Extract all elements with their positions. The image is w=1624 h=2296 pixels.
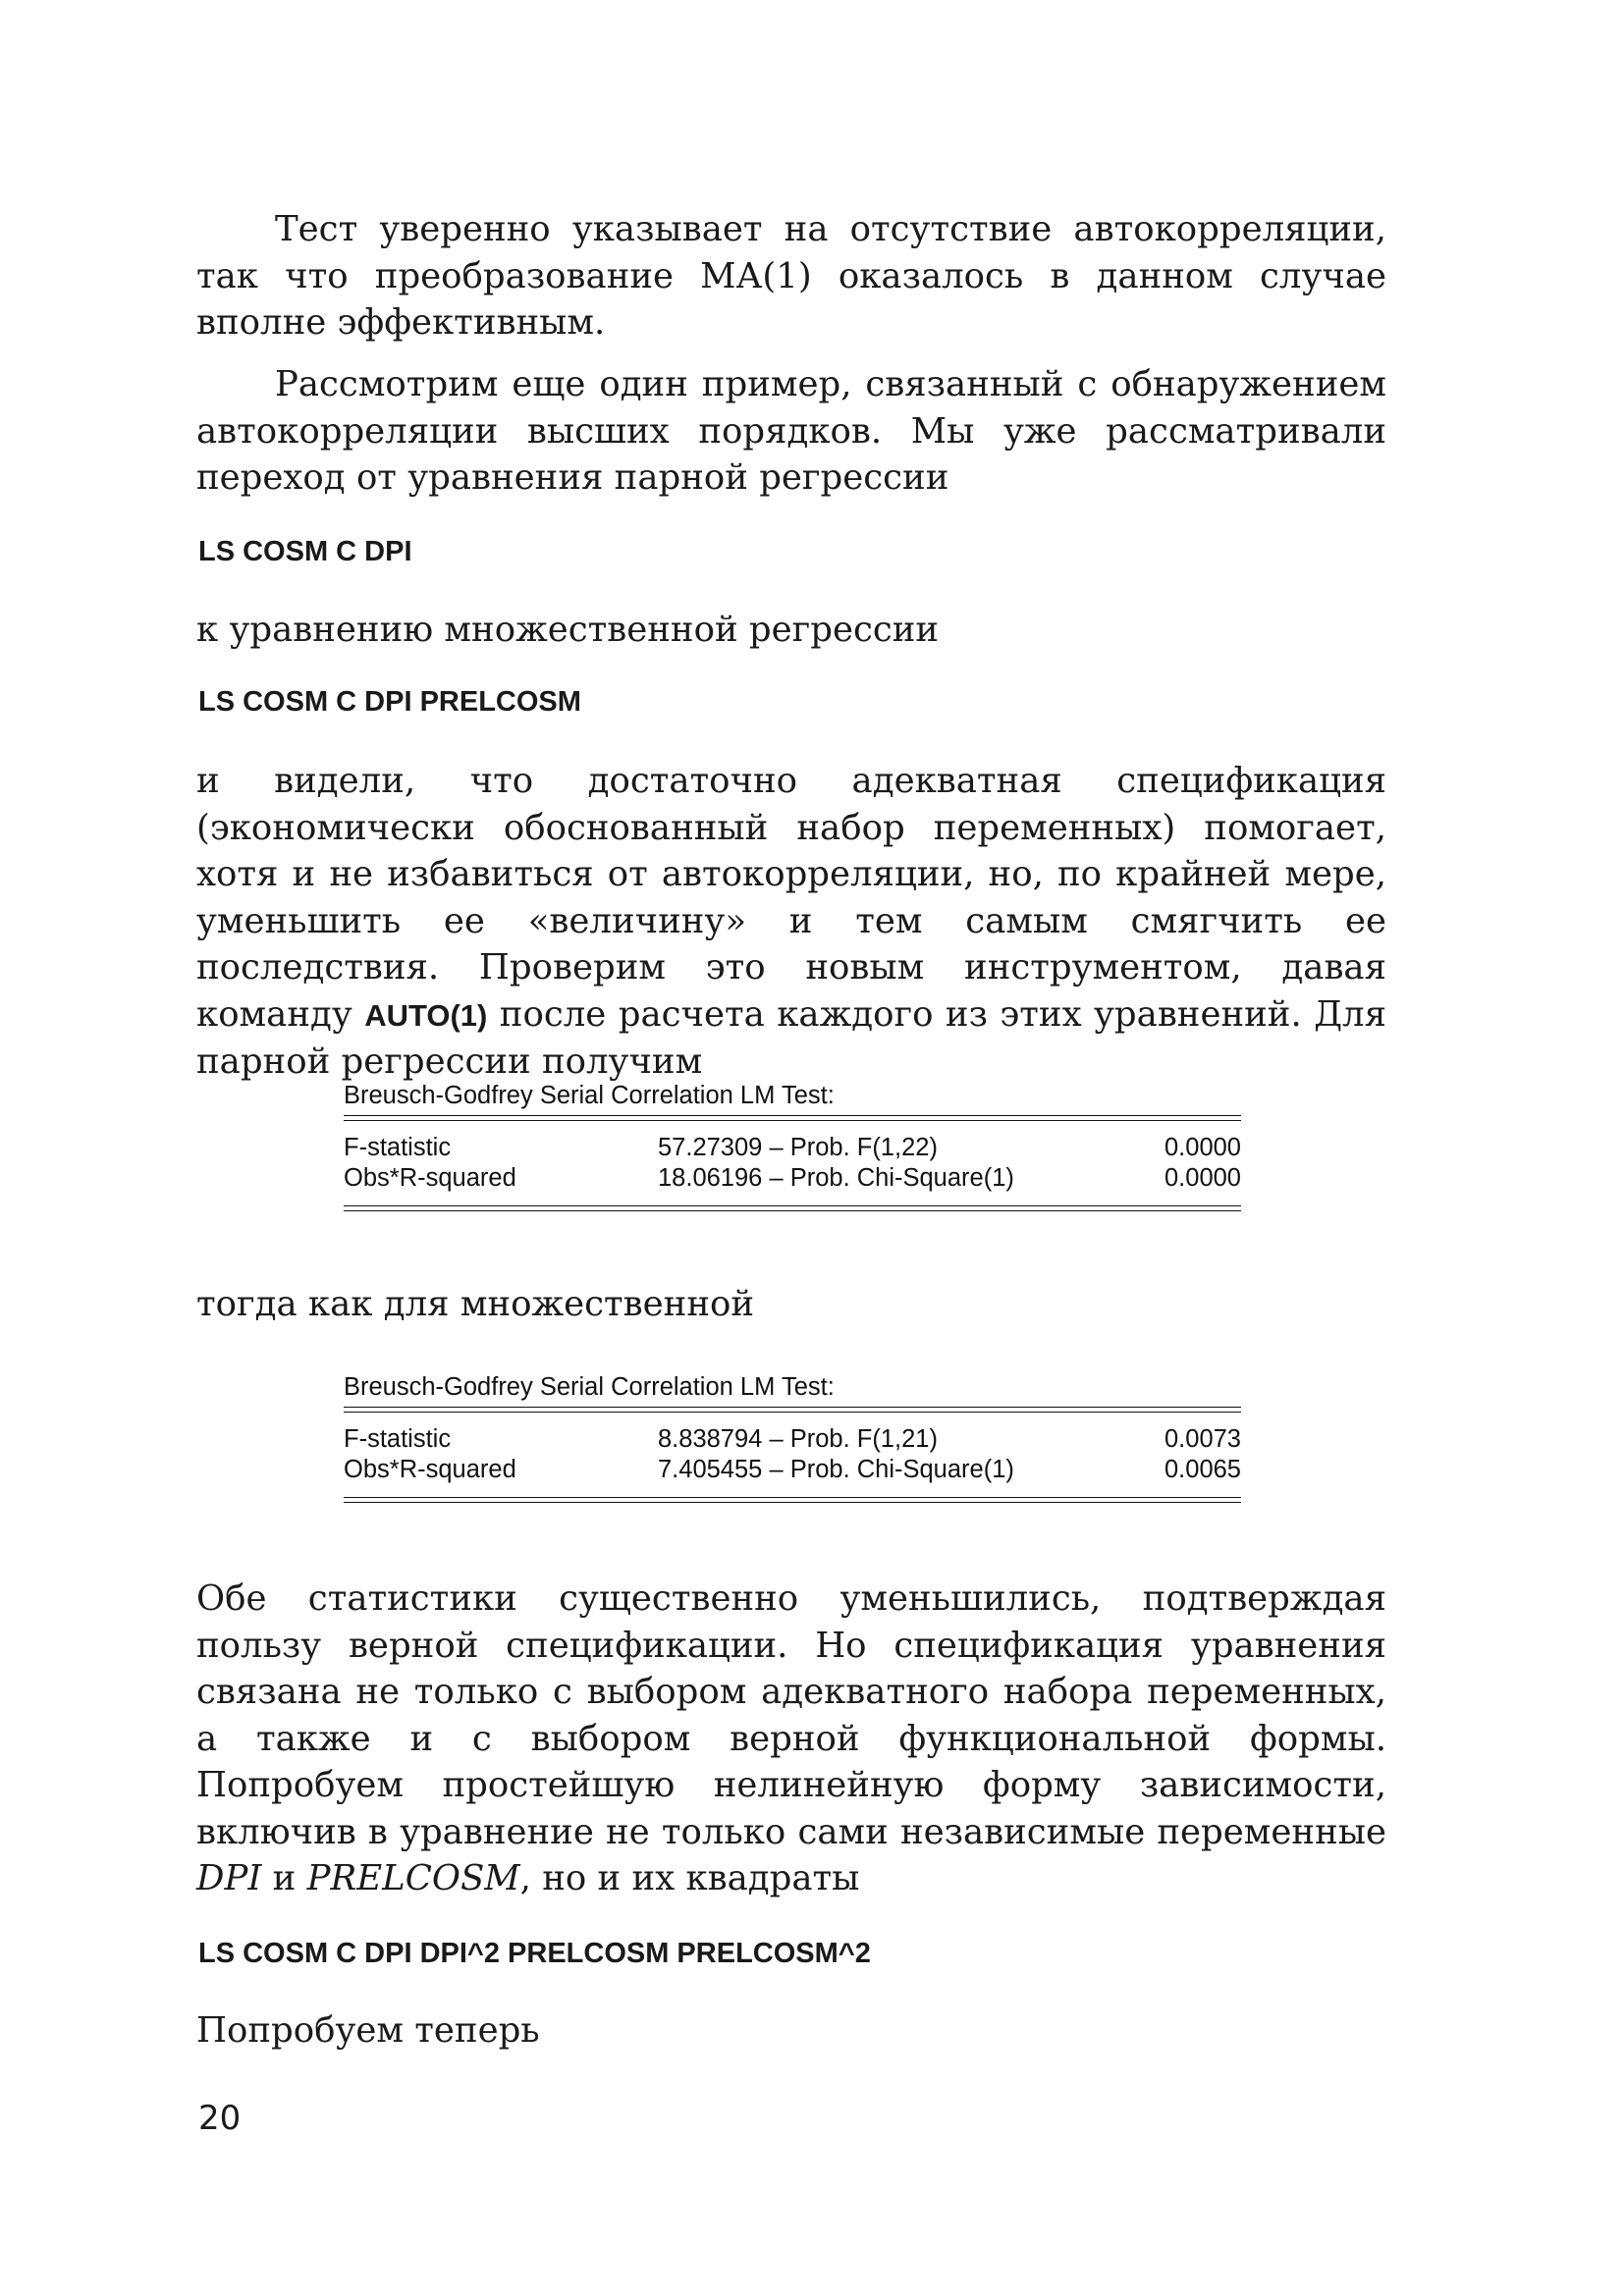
row-value: 7.405455 – Prob. Chi-Square(1) xyxy=(658,1456,1014,1483)
command-ls-cosm-c-dpi-prelcosm: LS COSM C DPI PRELCOSM xyxy=(198,686,581,718)
row-prob: 0.0073 xyxy=(1164,1425,1241,1453)
table-row xyxy=(344,1424,1241,1455)
row-label: Obs*R-squared xyxy=(344,1456,516,1483)
paragraph-2: Рассмотрим еще один пример, связанный с обнаружением автокорреляции высших порядков. Мы уже рассматривали переход от уравнения парной регрессии xyxy=(196,364,1386,498)
table-rule-bottom-second xyxy=(344,1502,1241,1503)
bg-test-table-1 xyxy=(344,1076,1241,1211)
table-row xyxy=(344,1455,1241,1485)
row-value: 8.838794 – Prob. F(1,21) xyxy=(658,1425,938,1453)
page-number: 20 xyxy=(198,2099,242,2138)
paragraph-3: к уравнению множественной регрессии xyxy=(196,610,940,650)
table-title: Breusch-Godfrey Serial Correlation LM Test: xyxy=(344,1373,835,1401)
table-row xyxy=(344,1163,1241,1194)
paragraph-6-text-c: , но и их квадраты xyxy=(519,1858,860,1898)
row-label: Obs*R-squared xyxy=(344,1164,516,1192)
row-prob: 0.0000 xyxy=(1164,1134,1241,1161)
bg-test-table-2 xyxy=(344,1367,1241,1503)
inline-command-auto: AUTO(1) xyxy=(364,997,488,1033)
row-prob: 0.0065 xyxy=(1164,1456,1241,1483)
command-ls-cosm-c-dpi: LS COSM C DPI xyxy=(198,536,412,567)
table-row xyxy=(344,1133,1241,1163)
paragraph-6 xyxy=(196,1575,1386,1902)
variable-dpi: DPI xyxy=(196,1858,262,1898)
paragraph-4-text-a: и видели, что достаточно адекватная спецификация (экономически обоснованный набор переменных) помогает, хотя и не избавиться от автокорреляции, но, по крайней мере, уменьшить ее «величину» и тем самым смягчить ее последствия. Проверим это новым инструментом, давая команду xyxy=(196,761,1386,1035)
paragraph-4-text-b: после расчета каждого из этих уравнений. Для парной регрессии получим xyxy=(196,993,1387,1082)
paragraph-6-text-b: и xyxy=(261,1858,307,1898)
paragraph-4 xyxy=(196,758,1386,1086)
paragraph-5: тогда как для множественной xyxy=(196,1284,755,1324)
row-label: F-statistic xyxy=(344,1134,452,1161)
row-label: F-statistic xyxy=(344,1425,452,1453)
variable-prelcosm: PRELCOSM xyxy=(306,1858,520,1898)
table-title: Breusch-Godfrey Serial Correlation LM Test: xyxy=(344,1082,835,1109)
command-ls-cosm-squares: LS COSM C DPI DPI^2 PRELCOSM PRELCOSM^2 xyxy=(198,1938,871,1969)
paragraph-6-text-a: Обе статистики существенно уменьшились, подтверждая пользу верной спецификации. Но спецификация уравнения связана не только с выбором адекватного набора переменных, а также и с выбором верной функциональной формы. Попробуем простейшую нелинейную форму зависимости, включив в уравнение не только сами независимые переменные xyxy=(196,1578,1386,1852)
row-value: 18.06196 – Prob. Chi-Square(1) xyxy=(658,1164,1014,1192)
row-prob: 0.0000 xyxy=(1164,1164,1241,1192)
row-value: 57.27309 – Prob. F(1,22) xyxy=(658,1134,938,1161)
table-rule-bottom-second xyxy=(344,1210,1241,1211)
paragraph-7: Попробуем теперь xyxy=(196,2010,540,2051)
paragraph-1: Тест уверенно указывает на отсутствие автокорреляции, так что преобразование МА(1) оказалось в данном случае вполне эффективным. xyxy=(196,209,1386,343)
